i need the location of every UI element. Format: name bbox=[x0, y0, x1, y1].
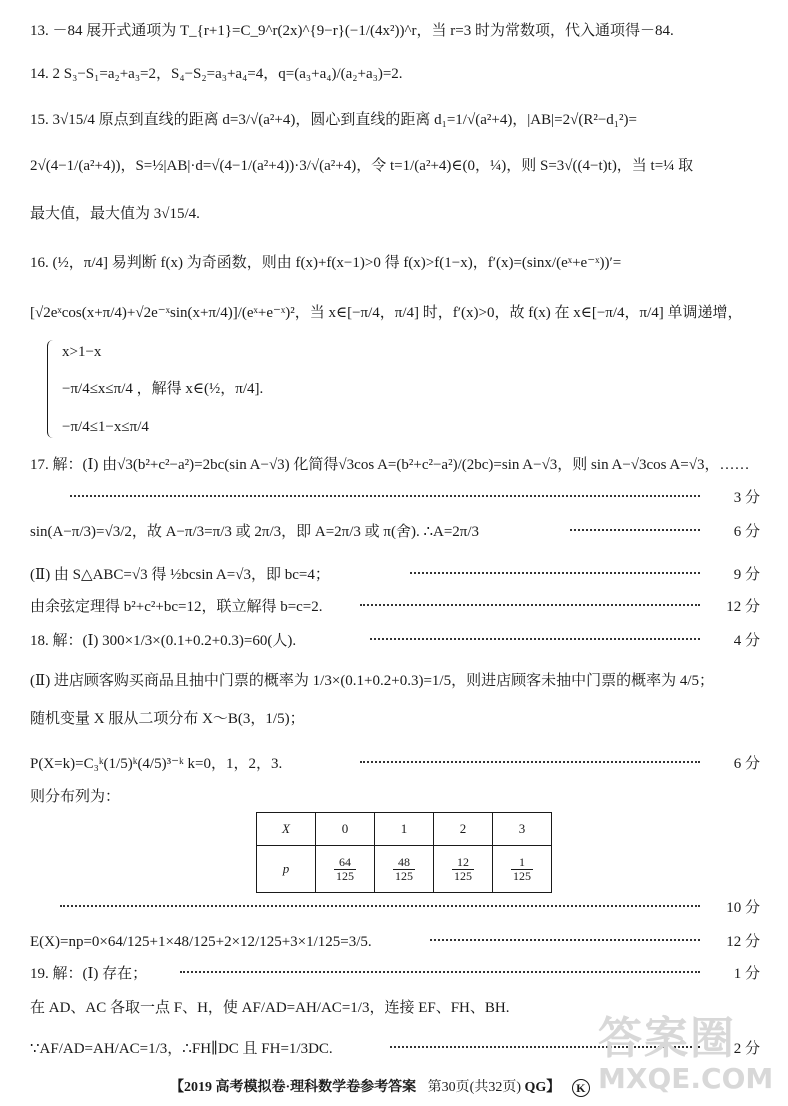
score-label: 10 分 bbox=[726, 900, 760, 916]
system-brace bbox=[47, 340, 56, 438]
distribution-table bbox=[256, 812, 552, 893]
table-header-cell: 1 bbox=[375, 813, 434, 846]
dot-leader bbox=[70, 495, 700, 497]
table-row bbox=[257, 846, 552, 893]
table-row-label: p bbox=[257, 846, 316, 893]
score-label: 4 分 bbox=[733, 633, 760, 649]
dot-leader bbox=[410, 572, 700, 574]
watermark-logo: 答案圈 MXQE.COM bbox=[598, 1013, 774, 1095]
page-footer bbox=[170, 1076, 590, 1097]
table-header-cell: 0 bbox=[316, 813, 375, 846]
dot-leader bbox=[180, 971, 700, 973]
edition-badge: K bbox=[572, 1079, 590, 1097]
score-label: 12 分 bbox=[726, 599, 760, 615]
dot-leader bbox=[370, 638, 700, 640]
score-label: 3 分 bbox=[733, 490, 760, 506]
score-label: 1 分 bbox=[733, 966, 760, 982]
table-header-cell: 2 bbox=[434, 813, 493, 846]
dot-leader bbox=[430, 939, 700, 941]
dot-leader bbox=[360, 761, 700, 763]
footer-title: 【2019 高考模拟卷·理科数学卷参考答案 bbox=[170, 1080, 417, 1095]
table-cell: $\frac{1}{125}$ bbox=[493, 846, 552, 893]
score-label: 6 分 bbox=[733, 524, 760, 540]
footer-page-number: 第30页(共32页) bbox=[427, 1080, 521, 1095]
table-cell: $\frac{48}{125}$ bbox=[375, 846, 434, 893]
table-header-cell: 3 bbox=[493, 813, 552, 846]
table-cell: $\frac{64}{125}$ bbox=[316, 846, 375, 893]
dot-leader bbox=[60, 905, 700, 907]
dot-leader bbox=[360, 604, 700, 606]
score-label: 12 分 bbox=[726, 934, 760, 950]
dot-leader bbox=[570, 529, 700, 531]
table-cell: $\frac{12}{125}$ bbox=[434, 846, 493, 893]
footer-code: QG】 bbox=[524, 1080, 561, 1095]
table-header-cell: X bbox=[257, 813, 316, 846]
score-label: 2 分 bbox=[733, 1041, 760, 1057]
table-row bbox=[257, 813, 552, 846]
score-label: 6 分 bbox=[733, 756, 760, 772]
score-label: 9 分 bbox=[733, 567, 760, 583]
